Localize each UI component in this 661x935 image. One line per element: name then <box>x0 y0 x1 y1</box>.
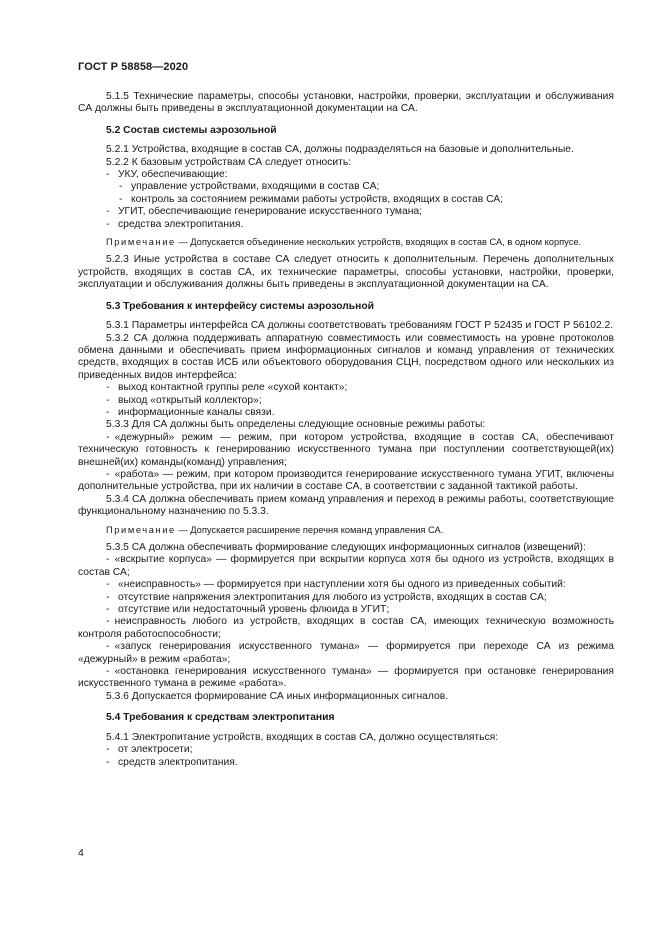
note-text: — Допускается расширение перечня команд управления СА. <box>175 524 444 535</box>
paragraph: 5.3.3 Для СА должны быть определены следующие основные режимы работы: <box>106 419 486 431</box>
dash-marker: - <box>106 169 110 181</box>
section-heading: 5.3 Требования к интерфейсу системы аэрозольной <box>106 300 374 312</box>
paragraph: 5.3.6 Допускается формирование СА иных информационных сигналов. <box>106 690 449 702</box>
dash-marker: - <box>119 193 123 205</box>
list-item-text: средств электропитания. <box>118 756 238 768</box>
paragraph: 5.3.2 СА должна поддерживать аппаратную совместимость или совместимость на уровне протоколов обмена данными и обеспечивать прием информационных сигналов и команд управления от технических средств, входящих в состав ИСБ или объектового оборудования СЦН, посредством одного или нескольких из приведенных видов интерфейса: <box>78 332 614 381</box>
dash-marker: - <box>106 382 110 394</box>
paragraph: 5.2.3 Иные устройства в составе СА следует относить к дополнительным. Перечень дополнительных устройств, входящих в состав СА, их технические параметры, способы установки, настройки, проверки, эксплуатации и обслуживания должны быть приведены в эксплуатационной документации на СА. <box>78 254 614 291</box>
list-item <box>78 194 614 206</box>
list-item-text: отсутствие напряжения электропитания для любого из устройств, входящих в состав СА; <box>118 591 547 603</box>
list-item <box>78 579 614 591</box>
list-item <box>78 382 614 394</box>
note-text: — Допускается объединение нескольких устройств, входящих в состав СА, в одном корпусе. <box>175 237 582 248</box>
list-item-text: от электросети; <box>118 744 193 756</box>
list-item-text: средства электропитания. <box>118 218 244 230</box>
list-item: - «работа» — режим, при котором производится генерирование искусственного тумана УГИТ, включены дополнительные устройства, при их наличии в составе СА, в соответствии с заданной тактикой работы. <box>78 468 614 493</box>
dash-marker: - <box>106 744 110 756</box>
section-heading: 5.2 Состав системы аэрозольной <box>106 124 277 136</box>
list-item <box>78 757 614 769</box>
list-item: - неисправность любого из устройств, входящих в состав СА, имеющих техническую возможность контроля работоспособности; <box>78 616 614 640</box>
paragraph: 5.3.4 СА должна обеспечивать прием команд управления и переход в режимы работы, соответствующие функциональному назначению по 5.3.3. <box>78 493 614 518</box>
list-item: - «вскрытие корпуса» — формируется при вскрытии корпуса хотя бы одного из устройств, входящих в состав СА; <box>78 554 614 578</box>
list-item <box>78 592 614 604</box>
document-header: ГОСТ Р 58858—2020 <box>78 61 189 73</box>
list-item-text: управление устройствами, входящими в состав СА; <box>131 181 380 193</box>
dash-marker: - <box>106 579 110 591</box>
dash-marker: - <box>106 218 110 230</box>
section-heading: 5.4 Требования к средствам электропитания <box>106 712 335 724</box>
list-item <box>78 407 614 419</box>
paragraph: 5.2.1 Устройства, входящие в состав СА, должны подразделяться на базовые и дополнительные. <box>106 144 574 156</box>
list-item <box>78 206 614 218</box>
list-item <box>78 744 614 756</box>
page-number: 4 <box>78 847 84 859</box>
list-item: - «остановка генерирования искусственного тумана» — формируется при остановке генерирования искусственного тумана в режиме «работа». <box>78 666 614 690</box>
dash-marker: - <box>119 181 123 193</box>
note-label: Примечание <box>106 524 176 535</box>
note <box>78 236 614 248</box>
list-item: - «дежурный» режим — режим, при котором устройства, входящие в состав СА, обеспечивают техническую готовность к генерированию искусственного тумана при поступлении соответствующей(их) внешней(их) команды(команд) управления; <box>78 431 614 468</box>
list-item <box>78 181 614 193</box>
list-item-text: УГИТ, обеспечивающие генерирование искусственного тумана; <box>118 206 422 218</box>
paragraph: 5.3.1 Параметры интерфейса СА должны соответствовать требованиям ГОСТ Р 52435 и ГОСТ Р 56102.2. <box>106 320 614 332</box>
list-item <box>78 395 614 407</box>
paragraph: 5.1.5 Технические параметры, способы установки, настройки, проверки, эксплуатации и обслуживания СА должны быть приведены в эксплуатационной документации на СА. <box>78 91 614 115</box>
dash-marker: - <box>106 591 110 603</box>
note <box>78 524 614 536</box>
list-item <box>78 219 614 231</box>
paragraph: 5.4.1 Электропитание устройств, входящих в состав СА, должно осуществляться: <box>106 731 499 743</box>
list-item-text: информационные каналы связи. <box>118 406 275 418</box>
paragraph: 5.3.5 СА должна обеспечивать формирование следующих информационных сигналов (извещений): <box>106 542 586 553</box>
paragraph: 5.2.2 К базовым устройствам СА следует относить: <box>106 156 352 168</box>
dash-marker: - <box>106 604 110 616</box>
list-item-text: УКУ, обеспечивающие: <box>118 169 228 181</box>
document-body <box>78 91 614 769</box>
list-item: - «запуск генерирования искусственного тумана» — формируется при переходе СА из режима «дежурный» в режим «работа»; <box>78 641 614 665</box>
note-label: Примечание <box>106 237 176 248</box>
list-item <box>78 169 614 181</box>
dash-marker: - <box>106 756 110 768</box>
dash-marker: - <box>106 406 110 418</box>
list-item-text: отсутствие или недостаточный уровень флюида в УГИТ; <box>118 604 390 616</box>
dash-marker: - <box>106 394 110 406</box>
list-item <box>78 604 614 616</box>
list-item-text: «неисправность» — формируется при наступлении хотя бы одного из приведенных событий: <box>118 579 566 591</box>
list-item-text: контроль за состоянием режимами работы устройств, входящих в состав СА; <box>131 193 504 205</box>
dash-marker: - <box>106 206 110 218</box>
list-item-text: выход «открытый коллектор»; <box>118 394 262 406</box>
list-item-text: выход контактной группы реле «сухой контакт»; <box>118 382 348 394</box>
